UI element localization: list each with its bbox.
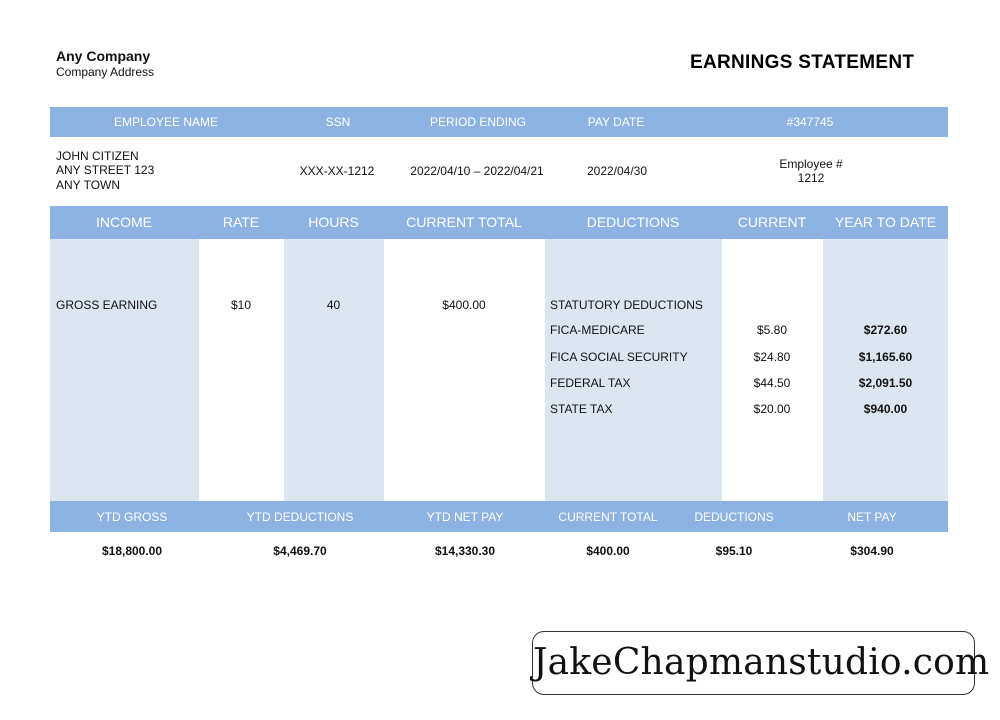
header-statement-number: #347745 [786,115,834,129]
header-period-ending: PERIOD ENDING [429,115,526,129]
company-name: Any Company [56,48,151,64]
deduction-current: $24.80 [753,350,791,364]
deduction-label: STATE TAX [550,402,613,416]
deduction-ytd: $1,165.60 [858,350,913,364]
deduction-label: FICA-MEDICARE [550,323,645,337]
header-rate: RATE [222,214,260,230]
deduction-ytd: $2,091.50 [858,376,913,390]
employee-ssn: XXX-XX-1212 [299,164,375,178]
header-summary-deductions: DEDUCTIONS [694,510,774,524]
current-total-value: $400.00 [442,298,486,312]
ytd-net-pay-value: $14,330.30 [434,544,496,558]
deduction-ytd: $940.00 [863,402,908,416]
header-net-pay: NET PAY [847,510,897,524]
header-ytd-gross: YTD GROSS [96,510,168,524]
header-employee-name: EMPLOYEE NAME [113,115,219,129]
header-ssn: SSN [325,115,351,129]
header-year-to-date: YEAR TO DATE [834,214,937,230]
deduction-current: $5.80 [756,323,788,337]
header-current-total: CURRENT TOTAL [406,214,522,230]
deductions-column-shade [545,239,722,501]
pay-date-value: 2022/04/30 [586,164,648,178]
income-column-shade [50,239,199,501]
employee-town: ANY TOWN [56,178,121,192]
watermark-label: JakeChapmanstudio.com [532,631,975,695]
ytd-deductions-value: $4,469.70 [273,544,327,558]
employee-number-value: 1212 [797,171,825,185]
summary-deductions-value: $95.10 [715,544,753,558]
header-deductions: DEDUCTIONS [586,214,680,230]
header-pay-date: PAY DATE [587,115,645,129]
income-label: GROSS EARNING [56,298,158,312]
document-title: EARNINGS STATEMENT [690,52,915,73]
ytd-column-shade [823,239,948,501]
deduction-label: FICA SOCIAL SECURITY [550,350,688,364]
deduction-current: $44.50 [753,376,791,390]
header-current: CURRENT [737,214,807,230]
header-ytd-net-pay: YTD NET PAY [426,510,504,524]
header-ytd-deductions: YTD DEDUCTIONS [246,510,354,524]
period-ending-value: 2022/04/10 – 2022/04/21 [410,164,544,178]
employee-number-label: Employee # [779,157,843,171]
company-address: Company Address [56,65,155,79]
deduction-current: $20.00 [753,402,791,416]
hours-column-shade [284,239,384,501]
deduction-ytd: $272.60 [863,323,908,337]
header-hours: HOURS [308,214,359,230]
header-summary-current-total: CURRENT TOTAL [558,510,658,524]
hours-value: 40 [326,298,341,312]
employee-street: ANY STREET 123 [56,163,155,177]
ytd-gross-value: $18,800.00 [101,544,163,558]
header-income: INCOME [96,214,152,230]
rate-value: $10 [230,298,252,312]
net-pay-value: $304.90 [850,544,894,558]
deduction-label: FEDERAL TAX [550,376,631,390]
employee-name: JOHN CITIZEN [56,149,139,163]
statutory-deductions-label: STATUTORY DEDUCTIONS [550,298,703,312]
summary-current-total-value: $400.00 [586,544,630,558]
